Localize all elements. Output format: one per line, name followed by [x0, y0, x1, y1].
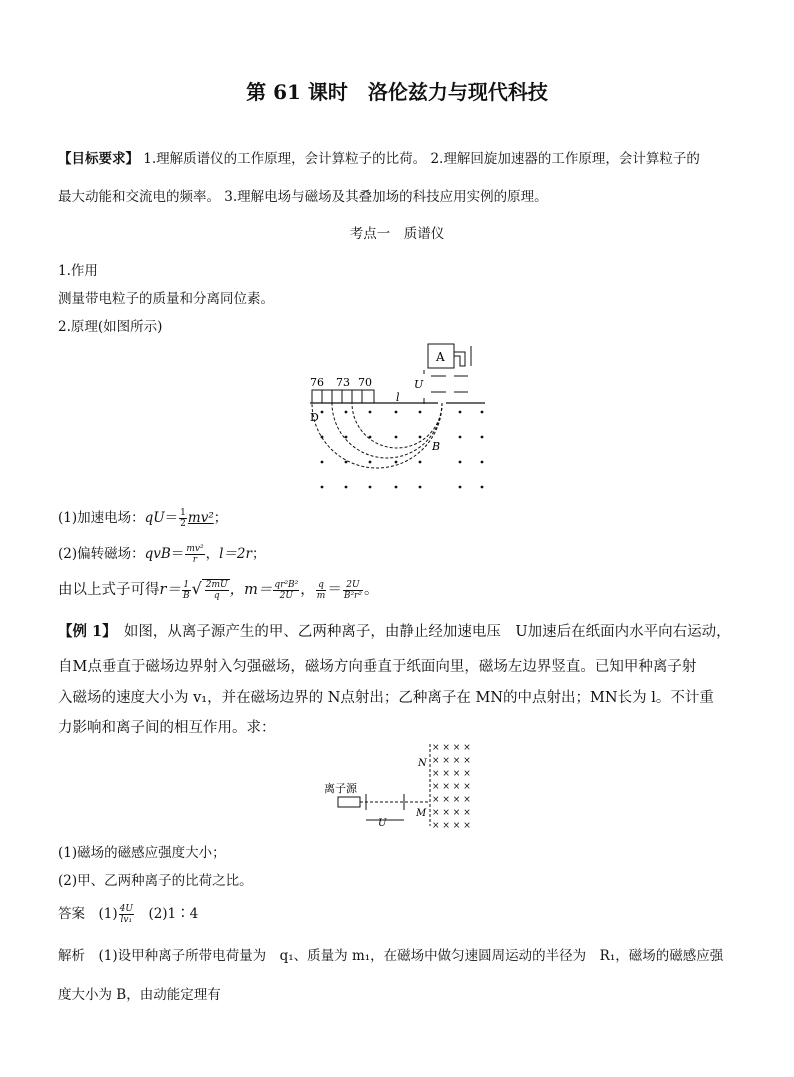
field-crosses: [432, 743, 471, 831]
goals-line-1: [58, 147, 700, 167]
mass-spectrometer-diagram: [300, 340, 500, 500]
answer-fraction: $\frac{4U}{\text{lv₁}}$: [119, 904, 133, 925]
trajectory-73: [332, 403, 442, 458]
example-label: 【例 1】: [58, 623, 110, 640]
svg-text:× × × ×: × × × ×: [432, 821, 471, 831]
goals-text-1: 1.理解质谱仪的工作原理，会计算粒子的比荷。 2.理解回旋加速器的工作原理，会计算粒子的: [139, 151, 700, 167]
page-title: 第 61 课时 洛伦兹力与现代科技: [246, 80, 548, 104]
analysis-line-2: 度大小为 B，由动能定理有: [58, 987, 221, 1003]
formula-3-prefix: 由以上式子可得: [58, 582, 160, 598]
trajectory-70: [352, 403, 442, 448]
formula-1: [58, 506, 227, 529]
svg-text:× × × ×: × × × ×: [432, 769, 471, 779]
formula-2-prefix: (2)偏转磁场：: [58, 546, 145, 562]
formula-3-frac2: $\frac{\text{qr²B²}}{2U}$: [274, 579, 299, 601]
photographic-plate: [312, 390, 374, 403]
analysis-line-1: 解析 (1)设甲种离子所带电荷量为 q₁、质量为 m₁，在磁场中做匀速圆周运动的半径为 R₁，磁场的磁感应强: [58, 948, 724, 964]
item1-text: 测量带电粒子的质量和分离同位素。: [58, 291, 274, 307]
svg-text:× × × ×: × × × ×: [432, 743, 471, 753]
formula-2: [58, 542, 265, 565]
label-B: B: [432, 440, 441, 453]
formula-2-sep: ，: [205, 546, 220, 562]
example-line-2: 自M点垂直于磁场边界射入匀强磁场，磁场方向垂直于纸面向里，磁场左边界竖直。已知甲种离子射: [58, 659, 697, 675]
formula-1-prefix: (1)加速电场：: [58, 510, 145, 526]
formula-3-sep: ，: [300, 582, 315, 598]
formula-3-frac1: $\frac{1}{B}$: [182, 579, 190, 601]
ion-source-diagram: [318, 740, 478, 832]
formula-2-end: ；: [251, 546, 266, 562]
svg-text:× × × ×: × × × ×: [432, 795, 471, 805]
formula-1-fraction: $\frac{1}{2}$: [180, 508, 186, 529]
mark-73: 73: [336, 376, 350, 389]
label-ion-source: 离子源: [324, 782, 357, 795]
item1-heading: 1.作用: [58, 263, 98, 279]
gas-inlet: [454, 352, 465, 366]
question-1: (1)磁场的磁感应强度大小；: [58, 845, 226, 861]
question-2: (2)甲、乙两种离子的比荷之比。: [58, 873, 253, 889]
formula-2-lhs: qvB: [144, 546, 171, 562]
answer-part-1: (1): [98, 906, 118, 922]
ion-source-body: [338, 797, 360, 807]
svg-text:× × × ×: × × × ×: [432, 756, 471, 766]
formula-1-rhs: mv²: [187, 510, 214, 526]
svg-text:× × × ×: × × × ×: [432, 782, 471, 792]
formula-3-r: r＝: [159, 582, 181, 598]
formula-3-end: 。: [363, 582, 379, 598]
example-line-1: [58, 620, 731, 641]
magnetic-field-dots: [321, 411, 484, 489]
formula-1-end: ；: [213, 510, 228, 526]
label-A: A: [436, 350, 445, 364]
label-M: M: [416, 808, 427, 819]
item2-heading: 2.原理(如图所示): [58, 319, 163, 335]
formula-1-eq: ＝: [164, 510, 179, 526]
formula-1-lhs: qU: [144, 510, 165, 526]
label-D: D: [310, 411, 319, 424]
formula-2-l: l＝2r: [219, 546, 252, 562]
formula-3-m: ，m＝: [229, 582, 273, 598]
formula-3-frac4: $\frac{2U}{\text{B²r²}}$: [343, 579, 362, 601]
formula-3: 由以上式子可得r＝ $\frac{1}{B}$ √ $\frac{2mU}{q}$ ，m＝ $\frac{\text{qr²B²}}{2U}$ ， $\frac{q}{m}$ ＝ $\frac{2U}{\text{B²r²}}$ 。: [58, 579, 379, 601]
formula-3-frac3: $\frac{q}{m}$: [316, 579, 326, 601]
mark-70: 70: [358, 376, 372, 389]
label-l: l: [396, 391, 400, 404]
answer-label: 答案: [58, 906, 85, 922]
trajectory-76: [312, 403, 442, 468]
example-text-1: 如图，从离子源产生的甲、乙两种离子，由静止经加速电压 U加速后在纸面内水平向右运动，: [109, 624, 731, 640]
goals-line-2: 最大动能和交流电的频率。 3.理解电场与磁场及其叠加场的科技应用实例的原理。: [58, 189, 548, 205]
example-line-4: 力影响和离子间的相互作用。求：: [58, 720, 276, 736]
formula-2-eq: ＝: [170, 546, 185, 562]
answer-part-2: (2)1∶4: [148, 906, 199, 922]
svg-text:× × × ×: × × × ×: [432, 808, 471, 818]
goals-label: 【目标要求】: [58, 151, 139, 167]
section-heading: 考点一 质谱仪: [349, 226, 445, 242]
mark-76: 76: [310, 376, 324, 389]
label-U: U: [414, 378, 424, 391]
formula-3-sqrt: $\frac{2mU}{q}$: [202, 579, 230, 601]
formula-3-eq: ＝: [327, 582, 342, 598]
label-N: N: [418, 758, 427, 769]
example-line-3: 入磁场的速度大小为 v₁，并在磁场边界的 N点射出；乙种离子在 MN的中点射出；MN长为 l。不计重: [58, 690, 714, 706]
formula-2-fraction: $\frac{\text{mv²}}{r}$: [186, 544, 204, 565]
answer-line: [58, 902, 198, 925]
label-U2: U: [378, 818, 387, 829]
